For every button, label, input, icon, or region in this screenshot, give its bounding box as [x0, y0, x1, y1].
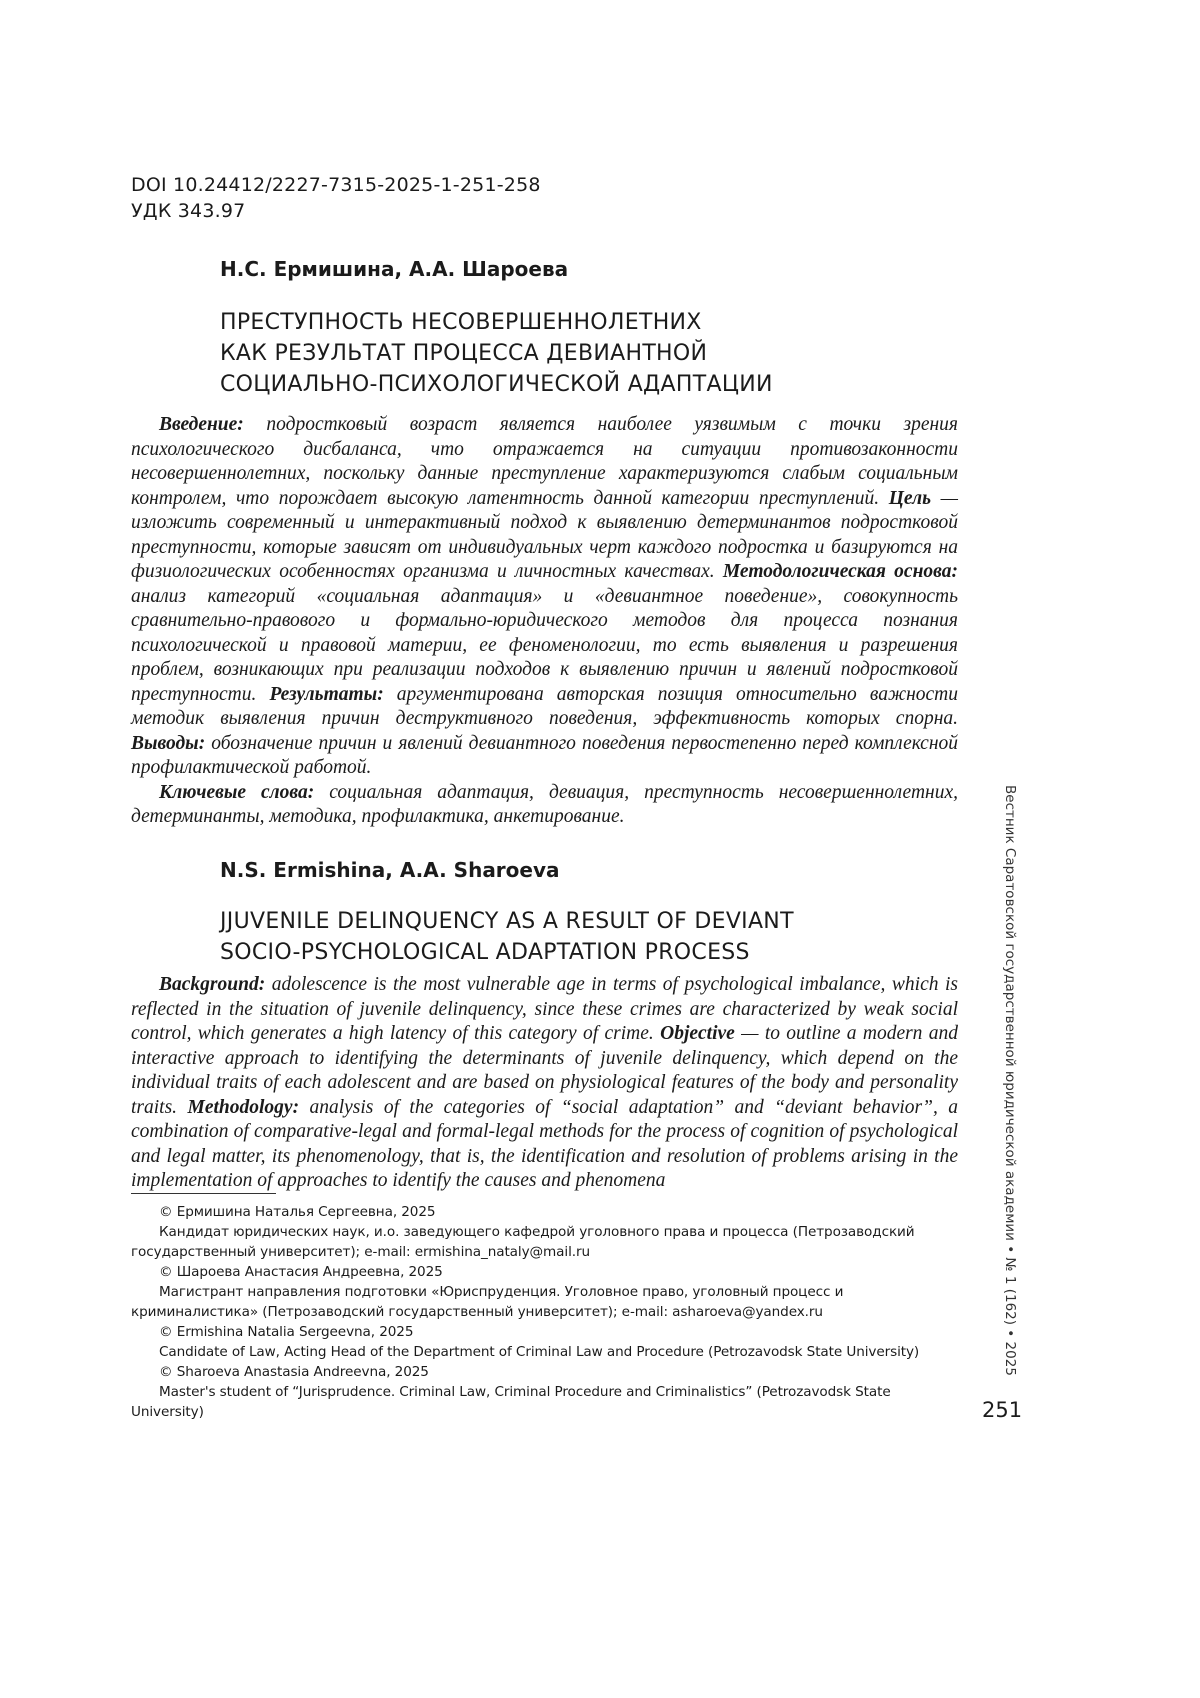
doi: DOI 10.24412/2227-7315-2025-1-251-258 [131, 174, 541, 196]
page-number: 251 [982, 1398, 1023, 1422]
footnote-2-info: Магистрант направления подготовки «Юриспруденция. Уголовное право, уголовный процесс и криминалистика» (Петрозаводский государственный университет); e-mail: asharoeva@yandex.ru [131, 1284, 844, 1320]
keywords-ru [131, 781, 958, 830]
title-en-line-2: SOCIO-PSYCHOLOGICAL ADAPTATION PROCESS [220, 940, 750, 965]
goal-label: Цель [888, 487, 932, 509]
footnote-4-info: Master's student of “Jurisprudence. Criminal Law, Criminal Procedure and Criminalistics” (Petrozavodsk State University) [131, 1384, 891, 1420]
footnote-4-name: © Sharoeva Anastasia Andreevna, 2025 [159, 1364, 429, 1380]
footnote-3-info: Candidate of Law, Acting Head of the Department of Criminal Law and Procedure (Petrozavodsk State University) [159, 1344, 920, 1360]
methodology-label: Methodology: [187, 1096, 300, 1118]
background-text: adolescence is the most vulnerable age in terms of psychological imbalance, which is reflected in the situation of juvenile delinquency, since these crimes are characterized by weak social control, which generates a high latency of this category of crime. [131, 974, 958, 1044]
abstract-en [131, 973, 958, 1194]
title-ru-line-1: ПРЕСТУПНОСТЬ НЕСОВЕРШЕННОЛЕТНИХ [220, 310, 702, 335]
conclusions-label: Выводы: [131, 732, 206, 754]
intro-label: Введение: [159, 414, 244, 435]
footnote-2-name: © Шароева Анастасия Андреевна, 2025 [159, 1264, 443, 1280]
methodology-text: analysis of the categories of “social adaptation” and “deviant behavior”, a combination of comparative-legal and formal-legal methods for the process of cognition of psychological and legal matter, its phenomenology, that is, the identification and resolution of problems arising in the implementation of approaches to identify the causes and phenomena [131, 1096, 958, 1191]
journal-sidebar: Вестник Саратовской государственной юридической академии • № 1 (162) • 2025 [1002, 785, 1018, 1376]
keywords-text: социальная адаптация, девиация, преступность несовершеннолетних, детерминанты, методика, профилактика, анкетирование. [131, 781, 958, 827]
background-label: Background: [159, 974, 266, 995]
results-text: аргументирована авторская позиция относительно важности методик выявления причин деструктивного поведения, эффективность которых спорна. [131, 683, 958, 729]
title-ru-line-3: СОЦИАЛЬНО-ПСИХОЛОГИЧЕСКОЙ АДАПТАЦИИ [220, 372, 773, 397]
footnote-3-name: © Ermishina Natalia Sergeevna, 2025 [159, 1324, 414, 1340]
udk: УДК 343.97 [131, 200, 246, 222]
method-text: анализ категорий «социальная адаптация» и «девиантное поведение», совокупность сравнительно-правового и формально-юридического методов для процесса познания психологической и правовой материи, ее феноменологии, то есть выявления и разрешения проблем, возникающих при реализации подходов к выявлению причин и явлений подростковой преступности. [131, 585, 958, 705]
title-en [220, 906, 794, 968]
footnote-1-name: © Ермишина Наталья Сергеевна, 2025 [159, 1204, 436, 1220]
title-ru [220, 307, 773, 400]
footnote-1-info: Кандидат юридических наук, и.о. заведующего кафедрой уголовного права и процесса (Петрозаводский государственный университет); e-mail: ermishina_nataly@mail.ru [131, 1224, 915, 1260]
footnote-divider [131, 1193, 276, 1194]
goal-text: — изложить современный и интерактивный подход к выявлению детерминантов подростковой преступности, которые зависят от индивидуальных черт каждого подростка и базируются на физиологических особенностях организма и личностных качествах. [131, 487, 958, 582]
conclusions-text: обозначение причин и явлений девиантного поведения первостепенно перед комплексной профилактической работой. [131, 732, 958, 778]
abstract-ru [131, 413, 958, 830]
authors-en: N.S. Ermishina, A.A. Sharoeva [220, 858, 560, 882]
abstract-ru-paragraph [131, 413, 958, 781]
keywords-label: Ключевые слова: [159, 781, 315, 803]
objective-label: Objective [660, 1023, 735, 1044]
method-label: Методологическая основа: [722, 561, 958, 582]
results-label: Результаты: [269, 683, 384, 705]
authors-ru: Н.С. Ермишина, А.А. Шароева [220, 257, 569, 281]
abstract-en-paragraph [131, 973, 958, 1194]
title-ru-line-2: КАК РЕЗУЛЬТАТ ПРОЦЕССА ДЕВИАНТНОЙ [220, 341, 708, 366]
intro-text: подростковый возраст является наиболее уязвимым с точки зрения психологического дисбаланса, что отражается на ситуации противозаконности несовершеннолетних, поскольку данные преступление характеризуются слабым социальным контролем, что порождает высокую латентность данной категории преступлений. [131, 414, 958, 509]
footnotes [131, 1202, 958, 1422]
title-en-line-1: JJUVENILE DELINQUENCY AS A RESULT OF DEVIANT [220, 909, 794, 934]
objective-text: — to outline a modern and interactive approach to identifying the determinants of juvenile delinquency, which depend on the individual traits of each adolescent and are based on physiological features of the body and personality traits. [131, 1023, 959, 1118]
